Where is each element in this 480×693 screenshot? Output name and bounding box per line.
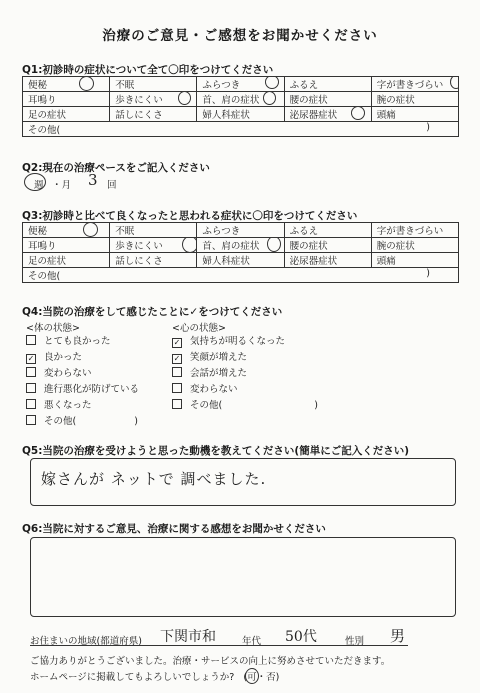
age-value[interactable]: 50代 bbox=[285, 629, 317, 645]
checkbox[interactable] bbox=[172, 383, 182, 393]
q4-body-item[interactable]: ✓ 良かった bbox=[27, 352, 83, 363]
q1-cell[interactable]: ふるえ bbox=[284, 77, 371, 92]
sex-value[interactable]: 男 bbox=[390, 627, 406, 645]
checkbox[interactable] bbox=[172, 338, 182, 348]
q1-symptom-table bbox=[22, 76, 459, 137]
q2-unit-month: ・月 bbox=[52, 180, 72, 191]
region-value[interactable]: 下関市和 bbox=[160, 629, 216, 645]
q3-cell[interactable]: 耳鳴り bbox=[23, 238, 110, 253]
q3-cell[interactable]: 歩きにくい bbox=[110, 238, 197, 253]
q5-answer-box[interactable] bbox=[30, 458, 456, 506]
hand-circle bbox=[263, 92, 276, 106]
q2-unit-week: 週 bbox=[34, 180, 44, 191]
checkbox[interactable] bbox=[26, 335, 36, 345]
check-mark-icon: ✓ bbox=[173, 354, 181, 363]
q1-cell[interactable]: 不眠 bbox=[110, 77, 197, 92]
q4-mind-item[interactable]: 会話が増えた bbox=[172, 367, 247, 381]
hand-circle bbox=[24, 173, 46, 191]
checkbox[interactable] bbox=[26, 354, 36, 364]
q1-label: Q1:初診時の症状について全て〇印をつけてください bbox=[22, 64, 274, 76]
q3-cell[interactable]: 頭痛 bbox=[371, 253, 458, 268]
q1-cell[interactable]: 字が書きづらい bbox=[371, 77, 458, 92]
q1-other-row[interactable]: その他( ) bbox=[23, 122, 459, 137]
q1-cell[interactable]: 話しにくさ bbox=[110, 107, 197, 122]
q3-cell[interactable]: 腰の症状 bbox=[284, 238, 371, 253]
q1-cell[interactable]: 首、肩の症状 bbox=[197, 92, 284, 107]
thanks-text: ご協力ありがとうございました。治療・サービスの向上に努めさせていただきます。 bbox=[30, 656, 391, 667]
q4-body-item[interactable]: 変わらない bbox=[26, 367, 92, 381]
q3-cell[interactable]: 足の症状 bbox=[23, 253, 110, 268]
q3-cell[interactable]: 便秘 bbox=[23, 223, 110, 238]
q4-mind-item[interactable]: 変わらない bbox=[172, 383, 238, 397]
check-mark-icon: ✓ bbox=[27, 354, 35, 363]
q1-cell[interactable]: 頭痛 bbox=[371, 107, 458, 122]
hand-circle bbox=[265, 77, 279, 90]
q6-label: Q6:当院に対するご意見、治療に関する感想をお聞かせください bbox=[22, 523, 326, 535]
q6-answer-box[interactable] bbox=[30, 537, 456, 617]
form-title: 治療のご意見・ご感想をお聞かせください bbox=[102, 28, 378, 44]
sex-label: 性別 bbox=[345, 636, 365, 647]
q3-cell[interactable]: ふるえ bbox=[284, 223, 371, 238]
q2-label: Q2:現在の治療ペースをご記入ください bbox=[22, 162, 210, 174]
publish-yes[interactable]: 可 bbox=[247, 669, 257, 683]
q5-label: Q5:当院の治療を受けようと思った動機を教えてください(簡単にご記入ください) bbox=[22, 445, 410, 457]
q4-body-item[interactable]: 進行悪化が防げている bbox=[26, 383, 139, 397]
q4-label: Q4:当院の治療をして感じたことに✓をつけてください bbox=[22, 306, 283, 318]
publish-no[interactable]: 否 bbox=[266, 672, 276, 683]
q2-unit-times: 回 bbox=[107, 180, 117, 191]
checkbox[interactable] bbox=[26, 383, 36, 393]
q1-cell[interactable]: 足の症状 bbox=[23, 107, 110, 122]
checkbox[interactable] bbox=[172, 399, 182, 409]
q3-symptom-table bbox=[22, 222, 459, 283]
q1-cell[interactable]: 泌尿器症状 bbox=[284, 107, 371, 122]
checkbox[interactable] bbox=[26, 399, 36, 409]
q3-other-row[interactable]: その他( ) bbox=[23, 268, 459, 283]
checkbox[interactable] bbox=[172, 354, 182, 364]
q5-answer-text: 嫁さんが ネットで 調べました. bbox=[41, 470, 267, 488]
hand-circle bbox=[245, 668, 259, 684]
q1-cell[interactable]: 耳鳴り bbox=[23, 92, 110, 107]
q3-cell[interactable]: 泌尿器症状 bbox=[284, 253, 371, 268]
q4-body-item[interactable]: その他( ) bbox=[26, 415, 138, 429]
q3-cell[interactable]: ふらつき bbox=[197, 223, 284, 238]
q1-cell[interactable]: ふらつき bbox=[197, 77, 284, 92]
q3-cell[interactable]: 腕の症状 bbox=[371, 238, 458, 253]
q3-cell[interactable]: 不眠 bbox=[110, 223, 197, 238]
q3-cell[interactable]: 字が書きづらい bbox=[371, 223, 458, 238]
q1-cell[interactable]: 便秘 bbox=[23, 77, 110, 92]
q3-cell[interactable]: 話しにくさ bbox=[110, 253, 197, 268]
q1-cell[interactable]: 腕の症状 bbox=[371, 92, 458, 107]
hand-circle bbox=[79, 77, 94, 92]
publish-question: ホームページに掲載してもよろしいでしょうか? (可 ・否) bbox=[30, 669, 279, 683]
q4-mind-heading: <心の状態> bbox=[172, 323, 226, 334]
q4-body-item[interactable]: 悪くなった bbox=[26, 399, 92, 413]
hand-circle bbox=[351, 107, 365, 121]
q1-cell[interactable]: 腰の症状 bbox=[284, 92, 371, 107]
q3-cell[interactable]: 首、肩の症状 bbox=[197, 238, 284, 253]
q2-count[interactable]: 3 bbox=[88, 171, 98, 189]
q4-mind-item[interactable]: ✓ 気持ちが明るくなった bbox=[173, 336, 286, 347]
q1-cell[interactable]: 歩きにくい bbox=[110, 92, 197, 107]
check-mark-icon: ✓ bbox=[173, 338, 181, 347]
q4-mind-item[interactable]: ✓ 笑顔が増えた bbox=[173, 352, 248, 363]
q3-cell[interactable]: 婦人科症状 bbox=[197, 253, 284, 268]
age-label: 年代 bbox=[242, 636, 262, 647]
checkbox[interactable] bbox=[172, 367, 182, 377]
q4-mind-item[interactable]: その他( ) bbox=[172, 399, 318, 413]
checkbox[interactable] bbox=[26, 415, 36, 425]
q4-body-heading: <体の状態> bbox=[26, 323, 80, 334]
hand-circle bbox=[83, 223, 98, 238]
hand-circle bbox=[182, 238, 197, 253]
hand-circle bbox=[450, 77, 459, 90]
q1-cell[interactable]: 婦人科症状 bbox=[197, 107, 284, 122]
hand-circle bbox=[267, 238, 281, 253]
q3-label: Q3:初診時と比べて良くなったと思われる症状に〇印をつけてください bbox=[22, 210, 358, 222]
checkbox[interactable] bbox=[26, 367, 36, 377]
region-label: お住まいの地域(都道府県) bbox=[30, 636, 142, 647]
hand-circle bbox=[178, 92, 191, 106]
q4-body-item[interactable]: とても良かった bbox=[26, 335, 111, 349]
